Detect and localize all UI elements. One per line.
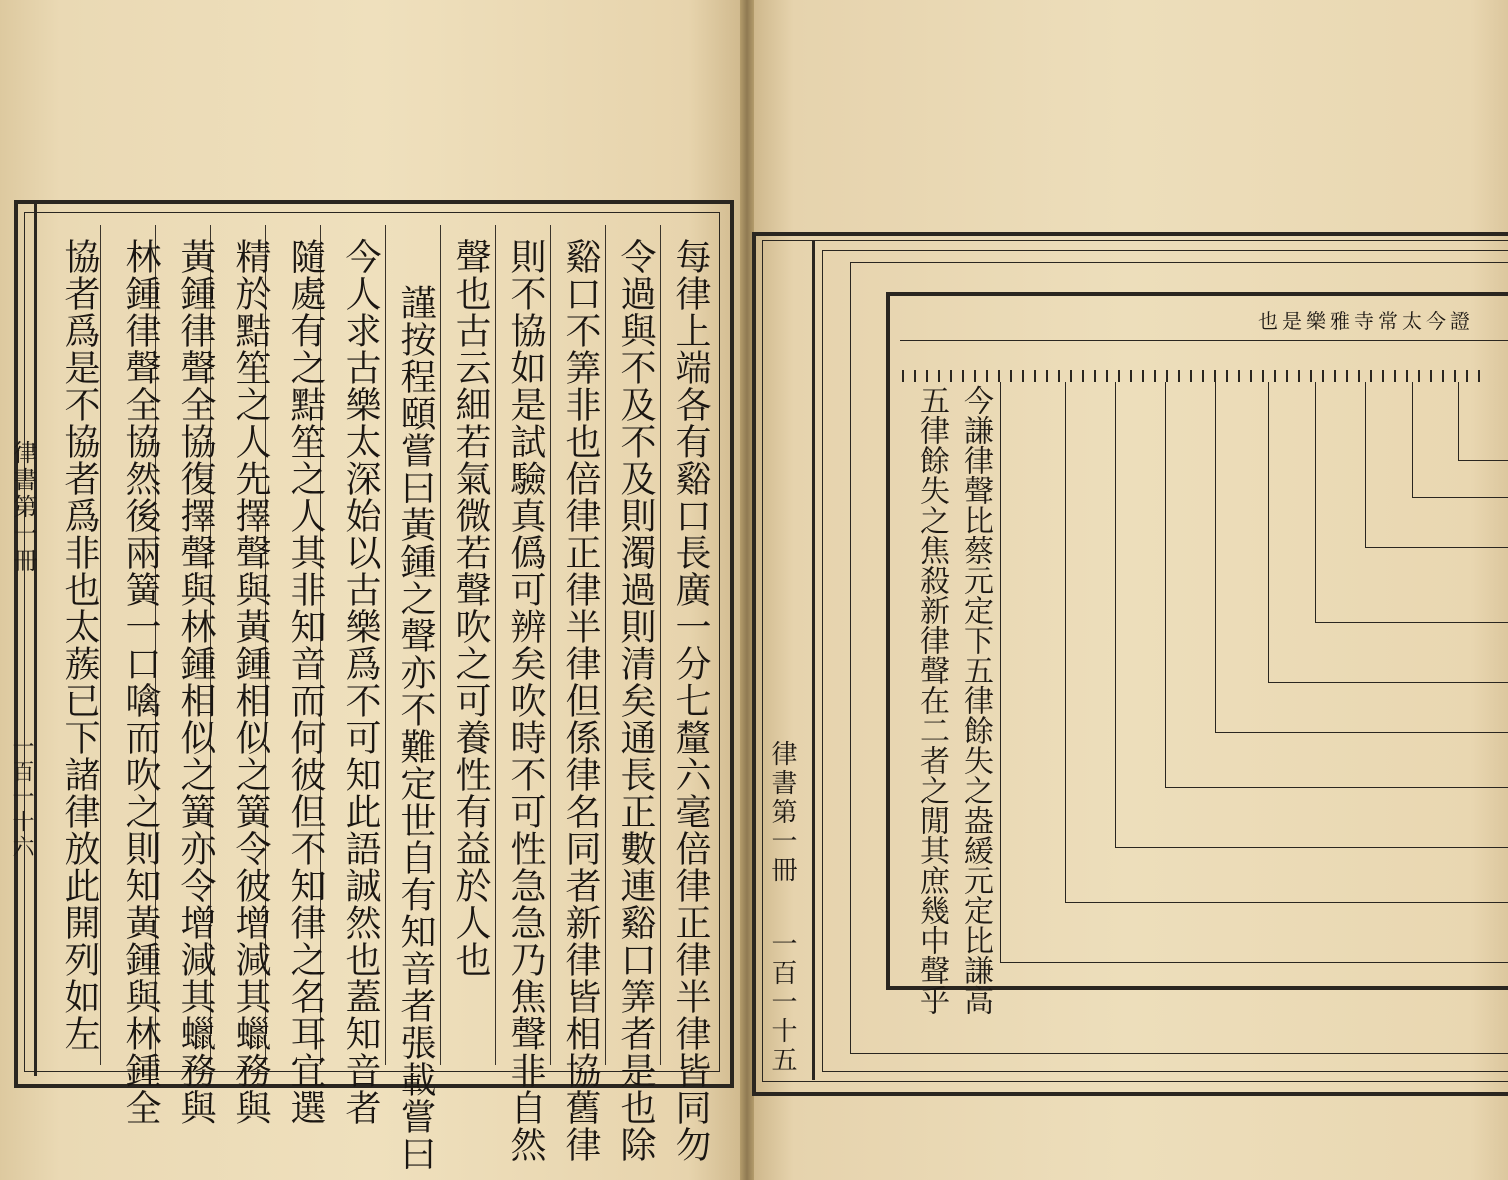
right-fold-title: 律書第一冊: [767, 740, 797, 885]
note-column-2: 五律餘失之焦殺新律聲在二者之閒其庶幾中聲乎: [914, 385, 949, 1015]
column-rule: [660, 225, 661, 1065]
text-column-9: 精於黠笙之人先擇聲與黃鍾相似之簧令彼增減其蠟務與: [230, 238, 271, 1126]
table-header-divider: [900, 340, 1508, 341]
text-column-12: 協者爲是不協者爲非也太蔟已下諸律放此開列如左: [59, 238, 100, 1052]
text-column-10: 黃鍾律聲全協復擇聲與林鍾相似之簧亦令增減其蠟務與: [175, 238, 216, 1126]
right-fold-page-number: 一百一十五: [767, 930, 797, 1075]
column-rule: [495, 225, 496, 1065]
text-column-5: 聲也古云細若氣微若聲吹之可養性有益於人也: [450, 238, 491, 978]
text-column-3: 谿口不筭非也倍律正律半律但係律名同者新律皆相協舊律: [560, 238, 601, 1163]
text-column-8: 隨處有之黠笙之人其非知音而何彼但不知律之名耳宜選: [285, 238, 326, 1126]
text-column-11: 林鍾律聲全協然後兩簧一口噙而吹之則知黃鍾與林鍾全: [120, 238, 161, 1126]
text-column-2: 令過與不及不及則濁過則清矣通長正數連谿口筭者是也除: [615, 238, 656, 1163]
table-tick-row: [902, 370, 1482, 382]
column-rule: [550, 225, 551, 1065]
text-column-4: 則不協如是試驗真僞可辨矣吹時不可性急急乃焦聲非自然: [505, 238, 546, 1163]
text-column-1: 每律上端各有谿口長廣一分七釐六毫倍律正律半律皆同勿: [670, 238, 711, 1163]
table-header-text: 也是樂雅寺常太今證: [1258, 309, 1474, 333]
text-column-6: 謹按程頤嘗曰黃鍾之聲亦不難定世自有知音者張載嘗曰: [395, 284, 436, 1172]
note-column-1: 今謙律聲比蔡元定下五律餘失之盎緩元定比謙高: [958, 385, 993, 1015]
left-fold-page-number: 一百一十六: [9, 735, 34, 860]
table-step: [1458, 382, 1508, 461]
left-fold-title: 律書第一冊: [9, 440, 37, 575]
column-rule: [440, 225, 441, 1065]
left-page-fold-column: [14, 204, 37, 1076]
column-rule: [385, 225, 386, 1065]
column-rule: [605, 225, 606, 1065]
text-column-7: 今人求古樂太深始以古樂爲不可知此語誠然也蓋知音者: [340, 238, 381, 1126]
